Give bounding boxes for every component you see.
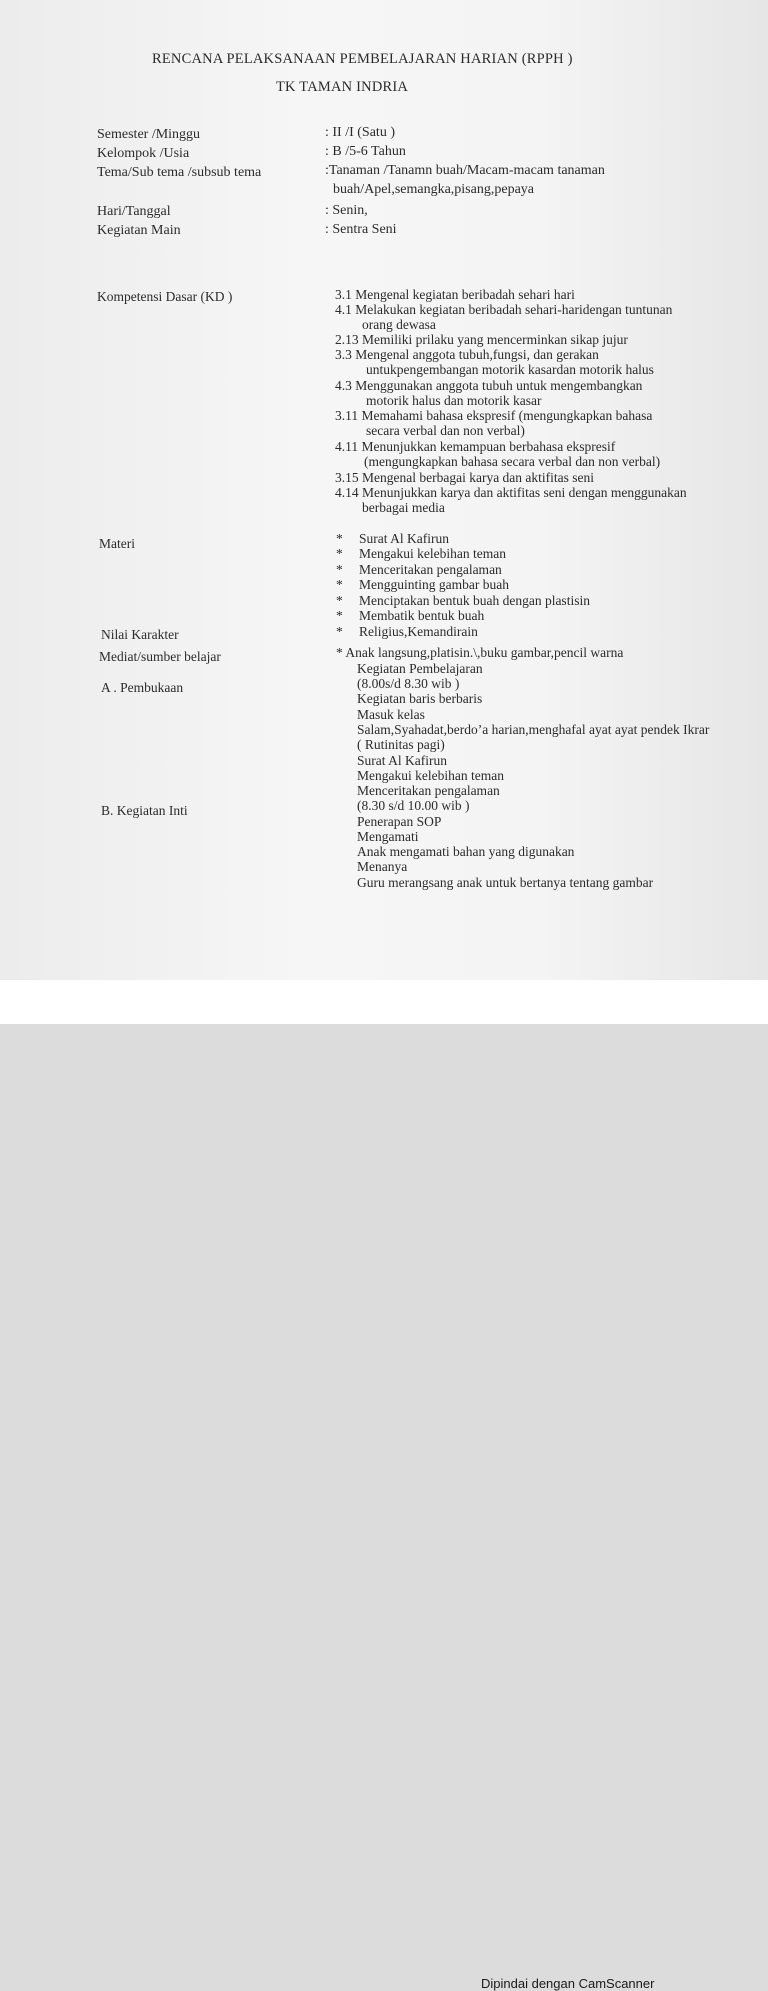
kegiatan-line: Menanya xyxy=(357,859,408,874)
media-label: Mediat/sumber belajar xyxy=(99,649,221,664)
materi-bullet: * xyxy=(336,531,343,546)
kegiatan-main-value: : Sentra Seni xyxy=(325,222,397,237)
doc-title: RENCANA PELAKSANAAN PEMBELAJARAN HARIAN (RPPH ) xyxy=(152,51,573,67)
kd-line: 3.11 Memahami bahasa ekspresif (mengungkapkan bahasa xyxy=(335,408,653,423)
kd-line: 2.13 Memiliki prilaku yang mencerminkan sikap jujur xyxy=(335,332,628,347)
kegiatan-line: Surat Al Kafirun xyxy=(357,753,447,768)
kegiatan-line: Anak mengamati bahan yang digunakan xyxy=(357,844,575,859)
kegiatan-line: Masuk kelas xyxy=(357,707,425,722)
scanned-page xyxy=(0,0,768,980)
tema-value-line2: buah/Apel,semangka,pisang,pepaya xyxy=(333,182,534,197)
kegiatan-main-label: Kegiatan Main xyxy=(97,223,181,238)
kegiatan-line: Guru merangsang anak untuk bertanya tentang gambar xyxy=(357,875,654,890)
media-value: * Anak langsung,platisin.\,buku gambar,pencil warna xyxy=(336,645,624,660)
materi-item: Religius,Kemandirain xyxy=(359,624,478,639)
kd-line: 4.14 Menunjukkan karya dan aktifitas seni dengan menggunakan xyxy=(335,485,687,500)
kd-label: Kompetensi Dasar (KD ) xyxy=(97,289,233,304)
materi-bullet: * xyxy=(336,577,343,592)
materi-item: Menceritakan pengalaman xyxy=(359,562,502,577)
kd-line: secara verbal dan non verbal) xyxy=(366,423,525,438)
kegiatan-line: Penerapan SOP xyxy=(357,814,442,829)
kegiatan-inti-label: B. Kegiatan Inti xyxy=(101,803,188,818)
materi-label: Materi xyxy=(99,536,135,551)
materi-bullet: * xyxy=(336,546,343,561)
tema-label: Tema/Sub tema /subsub tema xyxy=(97,165,262,180)
footer-bar xyxy=(0,980,768,1991)
semester-label: Semester /Minggu xyxy=(97,127,201,142)
kegiatan-line: Menceritakan pengalaman xyxy=(357,783,500,798)
nilai-karakter-label: Nilai Karakter xyxy=(101,627,179,642)
kd-line: 4.3 Menggunakan anggota tubuh untuk mengembangkan xyxy=(335,378,643,393)
kd-line: 3.1 Mengenal kegiatan beribadah sehari hari xyxy=(335,287,575,302)
kd-line: 4.1 Melakukan kegiatan beribadah sehari-haridengan tuntunan xyxy=(335,302,673,317)
kd-line: 3.15 Mengenal berbagai karya dan aktifitas seni xyxy=(335,470,595,485)
kegiatan-line: Kegiatan Pembelajaran xyxy=(357,661,483,676)
materi-item: Surat Al Kafirun xyxy=(359,531,449,546)
kegiatan-line: Salam,Syahadat,berdo’a harian,menghafal ayat ayat pendek Ikrar xyxy=(357,722,710,737)
materi-bullet: * xyxy=(336,624,343,639)
kd-line: untukpengembangan motorik kasardan motorik halus xyxy=(366,362,654,377)
kd-line: motorik halus dan motorik kasar xyxy=(366,393,542,408)
kelompok-label: Kelompok /Usia xyxy=(97,146,190,161)
kegiatan-line: Kegiatan baris berbaris xyxy=(357,691,483,706)
kd-line: berbagai media xyxy=(362,500,445,515)
camscanner-watermark: Dipindai dengan CamScanner xyxy=(481,1976,655,1991)
kegiatan-line: Mengamati xyxy=(357,829,419,844)
materi-bullet: * xyxy=(336,608,343,623)
materi-bullet: * xyxy=(336,593,343,608)
hari-label: Hari/Tanggal xyxy=(97,204,171,219)
kegiatan-line: (8.00s/d 8.30 wib ) xyxy=(357,676,460,691)
kelompok-value: : B /5-6 Tahun xyxy=(325,144,406,159)
kegiatan-line: ( Rutinitas pagi) xyxy=(357,737,445,752)
hari-value: : Senin, xyxy=(325,203,368,218)
semester-value: : II /I (Satu ) xyxy=(325,125,395,140)
school-name: TK TAMAN INDRIA xyxy=(276,79,409,95)
materi-item: Mengakui kelebihan teman xyxy=(359,546,506,561)
pembukaan-label: A . Pembukaan xyxy=(101,680,184,695)
kegiatan-line: Mengakui kelebihan teman xyxy=(357,768,504,783)
materi-bullet: * xyxy=(336,562,343,577)
tema-value-line1: :Tanaman /Tanamn buah/Macam-macam tanaman xyxy=(325,163,605,178)
materi-item: Membatik bentuk buah xyxy=(359,608,485,623)
materi-item: Menciptakan bentuk buah dengan plastisin xyxy=(359,593,590,608)
kd-line: (mengungkapkan bahasa secara verbal dan non verbal) xyxy=(364,454,661,469)
materi-item: Mengguinting gambar buah xyxy=(359,577,509,592)
kd-line: 3.3 Mengenal anggota tubuh,fungsi, dan gerakan xyxy=(335,347,599,362)
kd-line: 4.11 Menunjukkan kemampuan berbahasa ekspresif xyxy=(335,439,616,454)
kegiatan-line: (8.30 s/d 10.00 wib ) xyxy=(357,798,470,813)
kd-line: orang dewasa xyxy=(362,317,436,332)
